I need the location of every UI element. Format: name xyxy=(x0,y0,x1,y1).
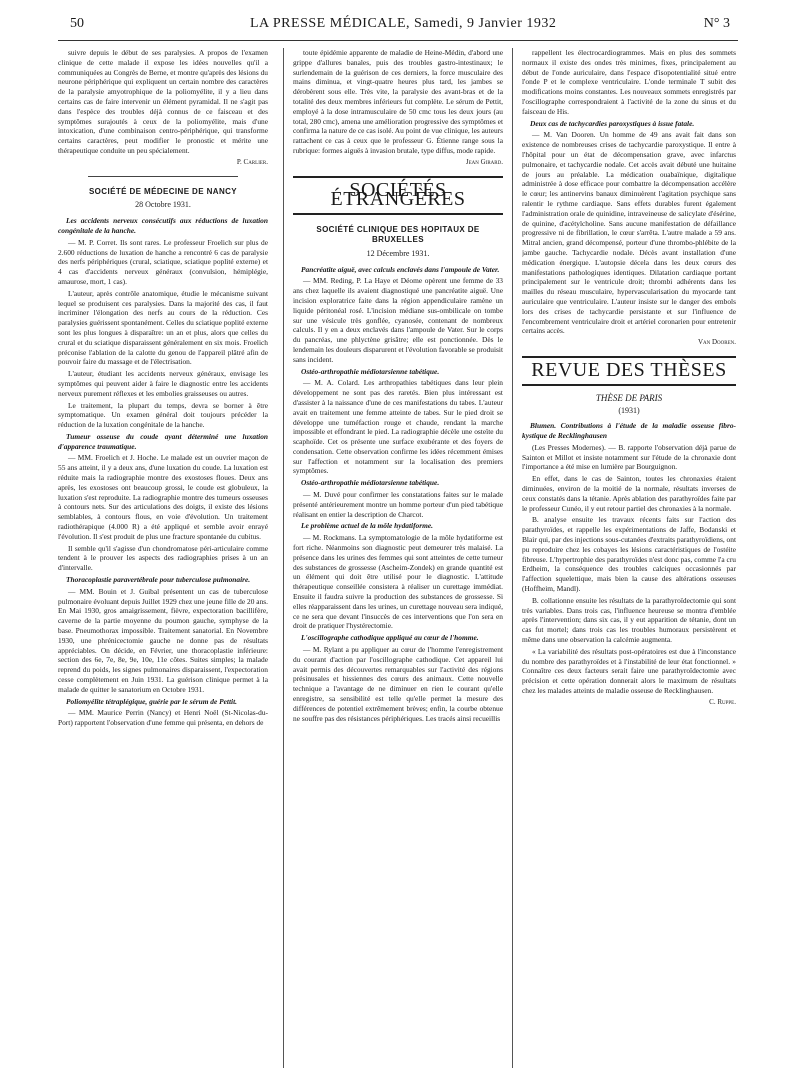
paragraph: — M. Rylant a pu appliquer au cœur de l'homme l'enregistrement du courant d'action par l'oscillographe cathodique. Cet appareil lui avait permis des découvertes remarquables sur l'activité des régions présinusales et hissiennes des cœurs des animaux. Cette nouvelle technique a l'avantage de ne diminuer en rien le courant qu'elle enregistre, sa sensibilité est telle qu'elle permet la mesure des différences de potentiel extrêmement brèves; enfin, la courbe obtenue ne souffre pas des résistances périphériques. Les tracés ainsi recueillis xyxy=(293,645,503,723)
paragraph: — M. Van Dooren. Un homme de 49 ans avait fait dans son existence de nombreuses crises de tachycardie paroxystique. Il entre à l'hôpital pour un état de décompensation grave, avec infarctus pulmonaire, et tachycardie nodale. Cet accès avait débuté une huitaine de jours au préalable. La médication ouabaïnique, digitalique administrée à dose efficace pour combattre la décompensation accélère le cœur; les antinervins banaux diminuèrent l'agitation psychique sans ralentir le rythme cardiaque. Sans effets durables furent également l'administration orale de quinidine, intraveineuse de salicylate d'ésérine, de quinine, d'acétylcholine. Sans aucune manifestation de défaillance progressive ni de fibrillation, le cœur s'arrêta. L'autre malade a 59 ans. Mitral ancien, grand décompensé, porteur d'une thrombo-phlébite de la jambe gauche. Tachycardie nodale. Décès avant installation d'une médication énergique. L'autopsie décela dans les deux cœurs des manifestations pathologiques identiques. Dilatation cardiaque portant principalement sur le ventricule droit; thrombi adhérents dans les mailles du réseau musculaire, hypervascularisation du myocarde tant auriculaire que ventriculaire. L'auteur insiste sur le danger des embols lors des crises de tachycardie persistante et sur l'influence de l'encombrement ventriculaire droit et artériel coronarien pour entretenir certains accès. xyxy=(522,130,736,336)
paragraph: Il semble qu'il s'agisse d'un chondromatose péri-articulaire comme tendent à le prouver les aspects des radiographies prises à un an d'intervalle. xyxy=(58,543,268,573)
signature: Van Dooren. xyxy=(697,338,736,347)
article-title: L'oscillographe cathodique appliqué au cœur de l'homme. xyxy=(301,633,479,643)
signature: Jean Girard. xyxy=(465,157,503,166)
column-divider-1 xyxy=(283,48,284,1068)
article-title: Tumeur osseuse du coude ayant déterminé une luxation d'apparence traumatique. xyxy=(58,431,268,451)
column-1 xyxy=(58,48,268,1068)
paragraph: L'auteur, après contrôle anatomique, étudie le mécanisme suivant lequel se produisent ces paralysies. Dans la majorité des cas, il faut incriminer l'élongation des nerfs au cours de la réduction. Ces paralysies guérissent spontanément. Celles du sciatique poplité externe sont les plus longues à disparaître: un an et plus, alors que celles du crural et du sciatique disparaissent généralement en six mois. Froelich préconise l'ablation de la calotte du genou de l'appareil plâtré afin de pouvoir faire du massage et de l'électrisation. xyxy=(58,288,268,367)
page-number: 50 xyxy=(70,16,84,31)
article-title: Deux cas de tachycardies paroxystiques à issue fatale. xyxy=(530,118,695,128)
page-header xyxy=(70,12,730,34)
paragraph: B. analyse ensuite les travaux récents faits sur l'action des parathyroïdes, et rappelle les expérimentations de Jaffe, Bodanski et Blair qui, par des injections sous-cutanées d'extraits parathyroïdiens, ont pu reproduire chez les cobayes les lésions caractéristiques de l'ostéite fibreuse. L'hypertrophie des parathyroïdes n'est donc pas, comme l'a cru Erdheim, la conséquence des troubles calciques occasionnés par l'affection squelettique, mais bien la cause des altérations osseuses (Hoffheim, Mandl). xyxy=(522,515,736,594)
column-2 xyxy=(293,48,503,1068)
paragraph: toute épidémie apparente de maladie de Heine-Médin, d'abord une grippe d'allures banales, puis des troubles gastro-intestinaux; le surlendemain de la guérison de ces derniers, la force musculaire des mains diminua, et vingt-quatre heures plus tard, les jambes se dérobèrent sous elle. Très vite, la paralysie des avant-bras et de la totalité des deux membres inférieurs fut complète. Le sérum de Pettit, employé à la dose intramusculaire de 50 cmc tous les deux jours (au total, 280 cmc), amena une amélioration progressive des symptômes et confirma la nature de ce cas isolé. Au point de vue clinique, les auteurs rattachent ce cas à ceux que le professeur G. Étienne range sous la rubrique: formes aiguës à invasion brutale, type diffus, mode rapide. xyxy=(293,48,503,155)
session-date: 28 Octobre 1931. xyxy=(135,200,191,210)
article-title: Ostéo-arthropathie médiotarsienne tabétique. xyxy=(301,366,440,376)
paragraph: L'auteur, étudiant les accidents nerveux généraux, envisage les symptômes qui peuvent aider à faire le diagnostic entre les accidents nerveux purement réflexes et les embolies graisseuses ou autres. xyxy=(58,369,268,398)
article-title: Ostéo-arthropathie médiotarsienne tabétique. xyxy=(301,478,440,488)
society-heading: SOCIÉTÉ DE MÉDECINE DE NANCY xyxy=(88,186,238,196)
paragraph: — MM. Bouin et J. Guibal présentent un cas de tuberculose pulmonaire évoluant depuis Juillet 1929 chez une jeune fille de 20 ans. En Mai 1930, gros amaigrissement, fièvre, expectoration bacillifère, caverne de la partie moyenne du poumon gauche, symphyse de la base. Pneumothorax impossible. Traitement sanatorial. En Novembre 1930, une phrénicectomie gauche ne donne pas de résultats appréciables. On décide, en Février, une thoracoplastie inférieure: section des 6e, 7e, 8e, 9e, 10e, 11e côtes. Suites simples; la malade reprend du poids, les signes pulmonaires disparaissent, l'expectoration cesse complètement en Juin 1931. La guérison clinique permet à la malade de quitter le sanatorium en Octobre 1931. xyxy=(58,586,268,694)
column-3 xyxy=(522,48,736,1068)
header-rule xyxy=(58,40,738,41)
paragraph: — M. A. Colard. Les arthropathies tabétiques dans leur plein développement ne sont pas des raretés. Bien plus intéressant est d'assister à la naissance d'une de ces manifestations du tabes. L'auteur avait en traitement une femme atteinte de tabes. Sur le pied droit se développe une tuméfaction rouge et chaude, rendant la marche impossible et effondrant le pied. La radiographie décèle une osteïte du scaphoïde. Cet os présente une surface exubérante et des foyers de condensation. Cette observation confirme les idées récemment émises sur l'affection et notamment sur la localisation des premiers symptômes. xyxy=(293,378,503,476)
signature: P. Carlier. xyxy=(236,157,268,166)
session-date: 12 Décembre 1931. xyxy=(366,248,430,258)
paragraph: Le traitement, la plupart du temps, devra se borner à être symptomatique. Un examen général doit toujours précéder la réduction de la luxation congénitale de la hanche. xyxy=(58,400,268,430)
article-title: Blumen. Contributions à l'étude de la maladie osseuse fibro-kystique de Recklinghausen xyxy=(522,421,736,441)
paragraph: — MM. Maurice Perrin (Nancy) et Henri Noël (St-Nicolas-du-Port) rapportent l'observation d'une femme qui présenta, en dehors de xyxy=(58,708,268,728)
paragraph: (Les Presses Modernes). — B. rapporte l'observation déjà parue de Sainton et Millot et insiste notamment sur l'étude de la chronaxie dont l'importance a été mise en lumière par Bourguignon. xyxy=(522,442,736,472)
paragraph: suivre depuis le début de ses paralysies. A propos de l'examen clinique de cette malade il expose les idées nouvelles qu'il a communiquées au Congrès de Berne, et montre qu'après des lésions du neurone périphérique qui expliquent un certain nombre des caractères de la paralysie amyotrophique de la poliomyélite, il y a lieu dans certains cas de faire intervenir un élément pyramidal. Il ne s'agit pas dans l'espèce des troubles déjà connus de ce faisceau et des symptômes surajoutés à ceux de la poliomyélite, mais d'une intoxication, d'une combinaison centro-périphérique, qui transforme certains caractères, peut modifier le pronostic et mérite une thérapeutique conduite un peu spécialement. xyxy=(58,48,268,155)
thesis-year: (1931) xyxy=(618,405,640,415)
paragraph: B. collationne ensuite les résultats de la parathyroïdectomie qui sont très variables. Dans trois cas, l'influence heureuse se montra d'emblée après l'intervention; dans six cas, il y eut apparition de tétanie, dont un cas fut mortel; dans trois cas les troubles humoraux persistèrent et même dans une observation la calcémie augmenta. xyxy=(522,595,736,645)
article-title: Les accidents nerveux consécutifs aux réductions de luxation congénitale de la hanche. xyxy=(58,216,268,235)
paragraph: — MM. Reding, P. La Haye et Déome opèrent une femme de 33 ans chez laquelle ils avaient diagnostiqué une pancréatite aiguë. Une incision exploratrice faite dans la région appendiculaire ramène un liquide péritonéal rosé. L'incision médiane sus-ombilicale on tombe sur une vésicule très gonflée, cyanosée, contenant de nombreux calculs. Il y en a deux enclavés dans l'ampoule de Vater. Sur le corps du pancréas, une phlyctène grisâtre; elle est ponctionnée. Dès le lendemain les douleurs disparurent et l'évolution favorable se produisit sans incident. xyxy=(293,276,503,364)
paragraph: — M. P. Corret. Ils sont rares. Le professeur Froelich sur plus de 2.600 réductions de luxation de hanche a rencontré 6 cas de paralysie des nerfs périphériques (crural, sciatique, sciatique poplité externe) et 4 cas d'accidents nerveux généraux (convulsion, hémiplégie, amaurose, mort, 1 cas). xyxy=(58,237,268,286)
column-divider-2 xyxy=(512,48,513,1068)
paragraph: — M. Duvé pour confirmer les constatations faites sur le malade présenté antérieurement montre un homme porteur d'un pied tabétique réalisant en entier la description de Charcot. xyxy=(293,490,503,519)
issue-number: N° 3 xyxy=(703,16,730,31)
section-title: SOCIÉTÉS ÉTRANGÈRES xyxy=(293,176,503,216)
journal-title: LA PRESSE MÉDICALE, Samedi, 9 Janvier 1932 xyxy=(250,16,557,31)
society-heading: SOCIÉTÉ CLINIQUE DES HOPITAUX DE BRUXELLES xyxy=(316,225,480,244)
article-title: Poliomyélite tétraplégique, guérie par le sérum de Pettit. xyxy=(66,696,237,706)
paragraph: — M. Rockmans. La symptomatologie de la môle hydatiforme est fort riche. Néanmoins son diagnostic peut demeurer très malaisé. La présence dans les urines des femmes qui sont atteintes de cette tumeur des substances de grossesse (Ascheim-Zondek) en grande quantité est un élément qui doit être utilisé pour le diagnostic. L'attitude thérapeutique conseillée consistera à réaliser un curettage immédiat. Ensuite il faudra suivre la production des substances de grossesse. Si elles réapparaissent dans les urines, un curettage nouveau sera indiqué, ce ne sera que devant l'insuccès de ces interventions que l'on sera en droit de pratiquer l'hystérectomie. xyxy=(293,533,503,631)
paragraph: rappellent les électrocardiogrammes. Mais en plus des sommets normaux il existe des ondes très minimes, fixes, principalement au début de l'onde auriculaire, dans l'espace d'isopotentialité situé entre l'onde P et le complexe ventriculaire. L'onde terminale T subit des modifications moins constantes. Les nouveaux sommets enregistrés par l'oscillographe correspondraient à l'activité de la zone du sinus et du faisceau de His. xyxy=(522,48,736,116)
signature: C. Ruppe. xyxy=(709,697,736,706)
paragraph: En effet, dans le cas de Sainton, toutes les chronaxies étaient diminuées, environ de la moitié de la normale, résultats inverses de ceux constatés dans la tétanie. Après ablation des parathyroïdes faite par le professeur Cunéo, il y eut retour partiel des chronaxies à la normale. xyxy=(522,474,736,513)
article-title: Pancréatite aiguë, avec calculs enclavés dans l'ampoule de Vater. xyxy=(301,264,500,274)
article-title: Le problème actuel de la môle hydatiforme. xyxy=(301,521,433,531)
thesis-heading: THÈSE DE PARIS xyxy=(595,392,663,403)
separator xyxy=(88,176,238,177)
section-title: REVUE DES THÈSES xyxy=(522,356,736,386)
paragraph: — MM. Froelich et J. Hoche. Le malade est un ouvrier maçon de 55 ans atteint, il y a deux ans, d'une luxation du coude. La luxation est réduite mais la radiographie montre des exostoses floues. Deux ans après, les exostoses ont beaucoup grossi, le coude est globuleux, la luxation s'est reproduite. La radiographie montre des tumeurs osseuses à contours nets. Sur des articulations des doigts, il existe des lésions semblables, à contours flous, en voie d'évolution. Un traitement radiothérapique (4.000 R) a été appliqué et semble avoir enrayé l'évolution. Il s'est produit de plus une fracture spontanée du cubitus. xyxy=(58,453,268,541)
article-title: Thoracoplastie paravertébrale pour tuberculose pulmonaire. xyxy=(66,575,251,585)
paragraph: « La variabilité des résultats post-opératoires est due à l'inconstance du nombre des parathyroïdes et à l'instabilité de leur état fonctionnel. » Connaître ces deux facteurs serait faire une parathyroïdectomie avec précision et cette opération donnerait alors le maximum de résultats chez les malades atteints de maladie osseuse de Recklinghausen. xyxy=(522,646,736,696)
